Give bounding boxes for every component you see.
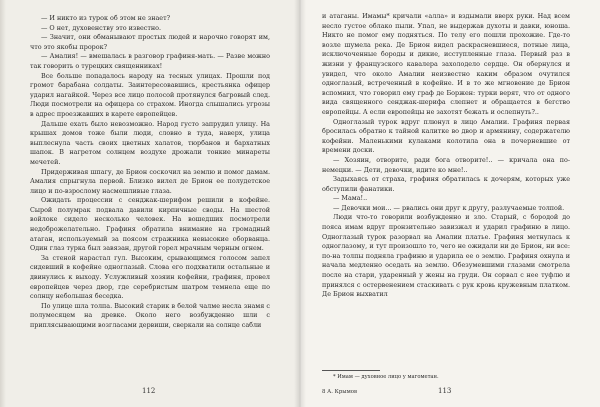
paragraph: Все больше попадалось народу на тесных улицах. Прошли под громот барабана солдаты. Заинтересовавшись, крестьянка офицер ударил нагайкой. Через все лицо полосой протянулся багровый след. Люди посмотрели на офицера со страхом. Иногда слышались угрозы в адрес проезжавших в карете европейцев. bbox=[30, 71, 270, 118]
paragraph: Ожидать процессии с сенджак-шерифом решили в кофейне. Сырой полумрак подвала давили кирпичные своды. На шестой войлоке сидело несколько человек. На вошедших посмотрели недоброжелательно. Графиня обратила внимание на громадный атаган, используемый за поясом стражника невысокие оборванца. Один глаз турка был завязан, другой горел мрачным черным огнем. bbox=[30, 196, 270, 253]
scan-edge bbox=[0, 0, 6, 407]
paragraph: — Хозяин, отворите, ради бога отворите!.. — кричала она по-немецки. — Дети, девочки, идите ко мне!.. bbox=[322, 155, 570, 174]
paragraph: — Мама!.. bbox=[333, 194, 368, 203]
paragraph: За стеной нарастал гул. Высоким, срывающимся голосом запел сидевший в кофейне одноглазый. Слова его подхватили остальные и двинулись к выходу. Услужливый хозяин кофейни, графиня, провел европейцев через двор, где серебристым шатром темнела еще по солнцу небольшая беседка. bbox=[30, 253, 270, 301]
paragraph: Придерживая шпагу, де Брион соскочил на землю и помог дамам. Амалия спрыгнула первой. Близко вилел де Брион ее полудетское лицо и по-взрослому насмешливые глаза. bbox=[30, 167, 270, 195]
right-page-text bbox=[322, 12, 570, 300]
paragraph: — И никто из турок об этом не знает? bbox=[41, 14, 171, 22]
book-gutter bbox=[294, 0, 306, 407]
paragraph: Задыхаясь от страха, графиня обратилась к дочерям, которых уже обступили фанатики. bbox=[322, 175, 570, 193]
paragraph: — О нет, духовенству это известно. bbox=[41, 23, 161, 32]
paragraph: Дальше ехать было невозможно. Народ густо запрудил улицу. На крышах домов тоже были люди, словно в туда, наверх, улица выплеснула часть своих цветных халатов, тюрбанов и бархатных шапок. В нагретом солнцем воздухе дрожали тонкие минареты мечетей. bbox=[30, 119, 270, 166]
left-page-text bbox=[30, 14, 270, 331]
footnote-divider bbox=[322, 370, 380, 371]
paragraph: — Значит, они обманывают простых людей и нарочно говорят им, что это якобы пророк? bbox=[30, 33, 270, 51]
page-number: 113 bbox=[438, 387, 452, 395]
paragraph: Одноглазый турок вдруг плюнул в лицо Амалии. Графиня первая бросилась обратно к тайной калитке во двор и армянину, содержателю кофейни. Маленькими кулаками колотила она в почерневшие от времени доски. bbox=[322, 117, 570, 155]
paragraph: — Девочки мои... — рвались они друг к другу, разлучаемые толпой. bbox=[333, 203, 565, 212]
paragraph: Люди что-то говорили возбужденно и зло. Старый, с бородой до пояса имам вдруг пронзительно завизжал и ударил графиню в лицо. Одноглазый турок разорвал на Амалии платье. Графиня метнулась к одноглазому, и тут произошло то, чего не ожидали ни де Брион, ни все: по-на толпы подняла графиню и ударила ее о землю. Графиня охнула и начала медленно оседать на землю. Обезумевшими глазами смотрела после на стари, ударенный у жены на груди. Он сорвал с нее туфлю и принялся с остервенением стаскивать с рук кровь кружевным платком. Де Брион выхватил bbox=[322, 213, 570, 299]
right-page bbox=[300, 0, 600, 407]
page-number: 112 bbox=[142, 387, 156, 395]
printer-signature: 8 А. Крымов bbox=[322, 389, 358, 395]
paragraph: По улице шла толпа. Высокий старик в белой чалме несла знамя с полумесяцем на древке. Около него возбужденно шли с приплясывающими возгласами дервиши, сверкали на солнце сабли bbox=[30, 301, 270, 329]
footnote: * Имам — духовное лицо у магометан. bbox=[333, 374, 439, 380]
paragraph: — Амалия! — вмешалась в разговор графиня-мать. — Разве можно так говорить о турецких священниках! bbox=[30, 52, 270, 70]
paragraph: и атаганы. Имамы* кричали «алла» и вздымали вверх руки. Над всем несло густое облако пыли. Упал, не выдержав духоты и давки, юноша. Никто не помог ему подняться. По телу его пошли прохожие. Где-то возле шумела река. Де Брион видел раскрасневшиеся, потные лица, исключоченные бороды и дикие, исступленные глаза. Первый раз в жизни у французского кавалера захолодело сердце. Он обернулся и увидел, что около Амалии неизвестно каким образом очутился одноглазый, встреченный в кофейне. И в то же мгновение де Брион вспомнил, что говорил ему граф де Боржен: турки верят, что от одного вида священного сенджак-шерифа слепнет и обращается в бегство европейцы. А если европейцы не захотят бежать и ослепнуть?.. bbox=[322, 12, 570, 116]
